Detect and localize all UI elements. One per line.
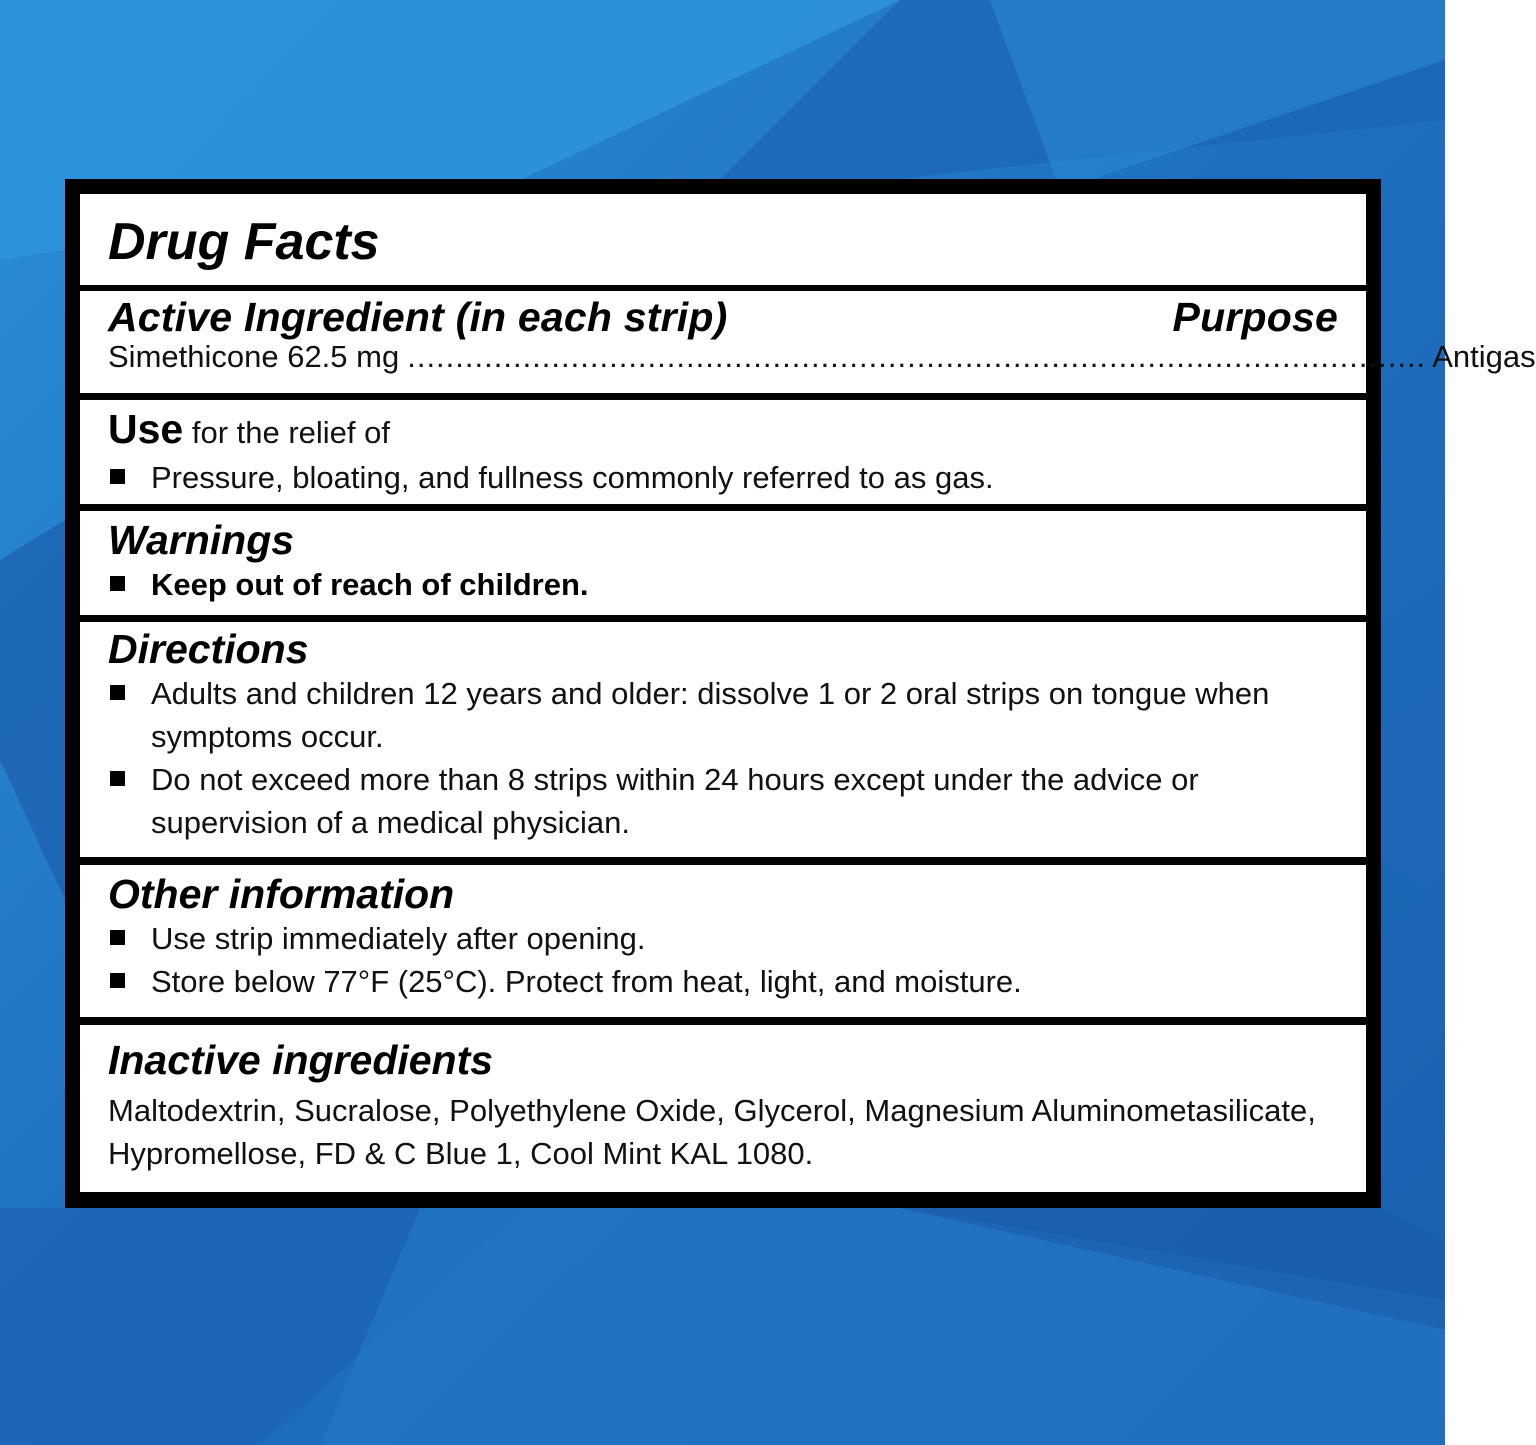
active-ingredient-row (108, 339, 1536, 375)
other-information-heading: Other information (108, 871, 455, 917)
list-item: Pressure, bloating, and fullness commonly referred to as gas. (108, 456, 1338, 499)
inactive-ingredients-section (80, 1025, 1366, 1192)
list-item: Adults and children 12 years and older: dissolve 1 or 2 oral strips on tongue when symptoms occur. (108, 672, 1338, 758)
inactive-ingredients-text: Maltodextrin, Sucralose, Polyethylene Oxide, Glycerol, Magnesium Aluminometasilicate, Hypromellose, FD & C Blue 1, Cool Mint KAL 1080. (108, 1093, 1316, 1171)
warnings-section (80, 511, 1366, 615)
bullet-square-icon (110, 771, 125, 786)
use-heading: Use (108, 406, 184, 452)
other-information-list (108, 917, 1338, 1003)
warnings-heading: Warnings (108, 517, 295, 563)
other-information-section (80, 865, 1366, 1017)
bullet-square-icon (110, 973, 125, 988)
list-item: Do not exceed more than 8 strips within 24 hours except under the advice or supervision of a medical physician. (108, 758, 1338, 844)
purpose-heading: Purpose (1172, 294, 1338, 340)
active-ingredient-heading: Active Ingredient (in each strip) (108, 294, 728, 340)
bullet-square-icon (110, 576, 125, 591)
use-list (108, 456, 1338, 499)
warnings-list (108, 563, 1338, 606)
list-item: Use strip immediately after opening. (108, 917, 1338, 960)
use-subheading: for the relief of (191, 415, 390, 450)
drug-facts-title-section (80, 194, 1366, 285)
use-heading-line (108, 406, 1338, 456)
bullet-square-icon (110, 930, 125, 945)
leader-dots: .......................................................................................................... (407, 339, 1427, 374)
drug-facts-title: Drug Facts (108, 213, 380, 271)
ingredient-purpose: Antigas (1432, 339, 1536, 374)
directions-heading: Directions (108, 626, 309, 672)
drug-facts-panel (65, 179, 1536, 1208)
list-item: Store below 77°F (25°C). Protect from heat, light, and moisture. (108, 960, 1338, 1003)
bullet-square-icon (110, 469, 125, 484)
directions-list (108, 672, 1338, 844)
list-item: Keep out of reach of children. (108, 563, 1338, 606)
use-section (80, 400, 1366, 504)
ingredient-name: Simethicone 62.5 mg (108, 339, 400, 374)
inactive-ingredients-heading: Inactive ingredients (108, 1037, 494, 1083)
directions-section (80, 622, 1366, 857)
active-ingredient-section (80, 291, 1536, 393)
active-ingredient-header-row (108, 295, 1338, 339)
bullet-square-icon (110, 685, 125, 700)
